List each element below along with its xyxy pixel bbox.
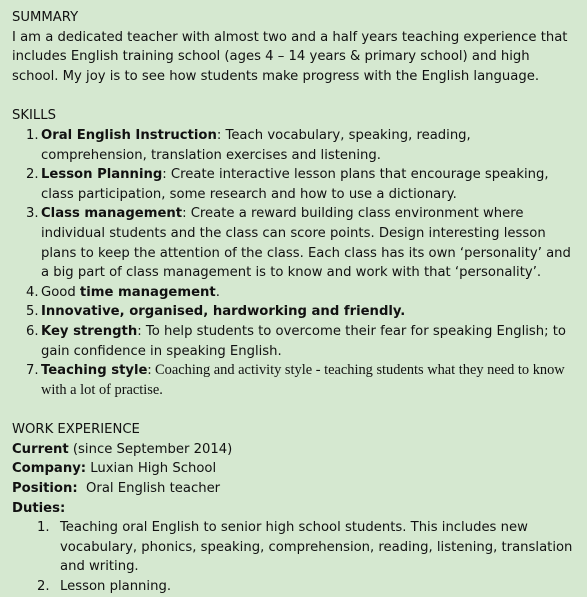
skill-number: 1.: [26, 127, 39, 143]
company-line: [12, 459, 577, 479]
skill-number: 3.: [26, 206, 39, 222]
skill-item: [12, 204, 577, 282]
skill-number: 7.: [26, 363, 39, 379]
duty-item: [12, 518, 577, 577]
skill-item: [12, 302, 577, 322]
skill-number: 6.: [26, 323, 39, 339]
duty-text: Lesson planning.: [60, 579, 172, 595]
skill-text: : To help students to overcome their fear for speaking English; to gain confidence in speaking English.: [41, 323, 566, 359]
skill-number: 5.: [26, 304, 39, 320]
skill-item: [12, 126, 577, 165]
skill-number: 2.: [26, 167, 39, 183]
duty-number: 2.: [37, 579, 50, 595]
skill-text: .: [215, 284, 220, 300]
skill-title: Key strength: [41, 323, 138, 339]
company-label: Company:: [12, 461, 87, 477]
work-experience-heading: WORK EXPERIENCE: [12, 422, 140, 438]
skill-title: Oral English Instruction: [41, 127, 217, 143]
current-label: Current: [12, 441, 69, 457]
summary-section: [12, 8, 577, 86]
skill-text: : Create a reward building class environment where individual students and the class can score points. Design interesting lesson plans to keep the attention of the class. Each class has its own ‘personality’ and a big part of class management is to know and work with that ‘personality’.: [41, 206, 571, 281]
summary-heading: SUMMARY: [12, 10, 79, 25]
skill-title: Lesson Planning: [41, 167, 163, 183]
current-value: (since September 2014): [68, 441, 233, 457]
skills-list: [12, 126, 577, 400]
position-line: [12, 479, 577, 499]
skill-title: Innovative, organised, hardworking and friendly.: [41, 304, 406, 320]
duty-number: 1.: [37, 520, 50, 536]
skills-section: [12, 106, 577, 400]
skill-number: 4.: [26, 284, 39, 300]
skill-text: : Create interactive lesson plans that encourage speaking, class participation, some research and how to use a dictionary.: [41, 167, 549, 202]
skill-title: Teaching style: [41, 363, 148, 379]
duties-line: [12, 499, 577, 519]
skill-item: [12, 283, 577, 303]
skill-text: : Teach vocabulary, speaking, reading, comprehension, translation exercises and listening.: [41, 127, 471, 163]
work-experience-section: [12, 420, 577, 596]
skill-item: [12, 322, 577, 361]
position-value: Oral English teacher: [77, 481, 221, 497]
skill-title: Class management: [41, 206, 183, 222]
duty-item: [12, 577, 577, 597]
position-label: Position:: [12, 481, 78, 497]
duties-list: [12, 518, 577, 596]
skills-heading: SKILLS: [12, 108, 56, 124]
skill-item: [12, 361, 577, 400]
summary-text: I am a dedicated teacher with almost two and a half years teaching experience that includes English training school (ages 4 – 14 years & primary school) and high school. My joy is to see how students make progress with the English language.: [12, 29, 568, 84]
duties-label: Duties:: [12, 500, 66, 516]
skill-prefix: Good: [41, 284, 80, 300]
skill-item: [12, 165, 577, 204]
skill-text: : Coaching and activity style - teaching students what they need to know with a lot of practise.: [41, 362, 565, 398]
duty-text: Teaching oral English to senior high school students. This includes new vocabulary, phonics, speaking, comprehension, reading, listening, translation and writing.: [60, 520, 573, 575]
skill-title: time management: [79, 284, 216, 300]
company-value: Luxian High School: [86, 461, 217, 477]
current-line: [12, 440, 577, 460]
